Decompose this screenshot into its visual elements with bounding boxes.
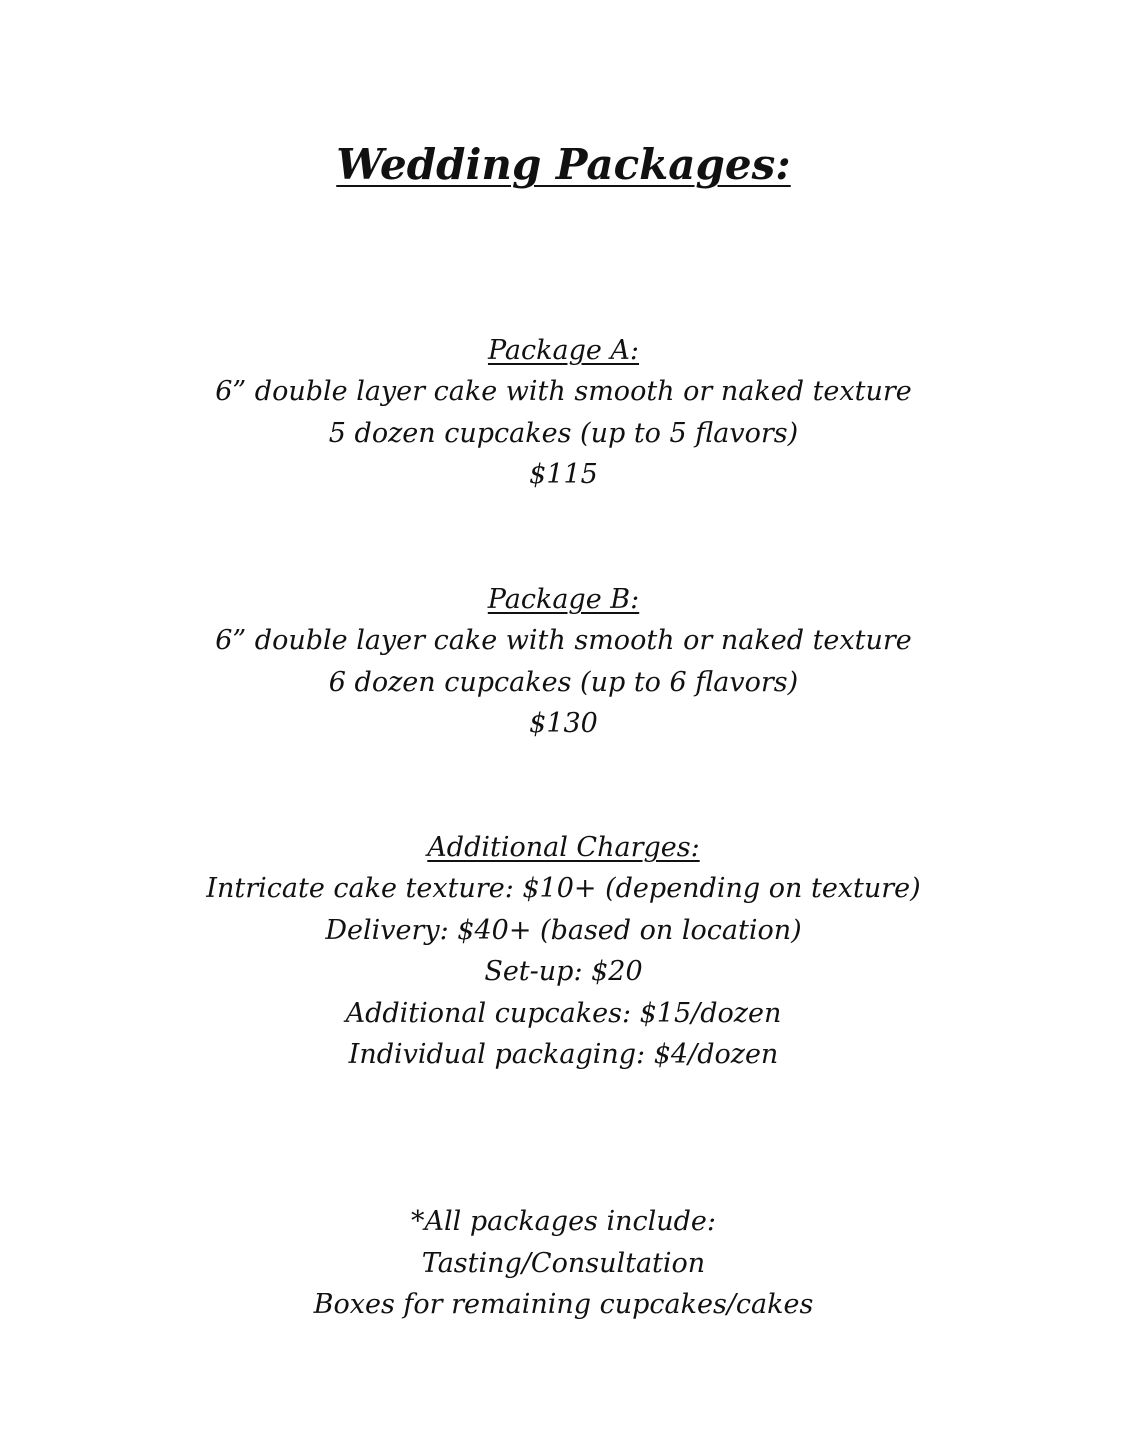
package-a-section <box>0 330 1127 496</box>
package-b-heading-text: Package B: <box>487 584 640 615</box>
package-b-price: $130 <box>529 708 598 739</box>
includes-section <box>0 1201 1127 1326</box>
page-title-text: Wedding Packages: <box>336 140 791 189</box>
includes-boxes: Boxes for remaining cupcakes/cakes <box>313 1289 814 1320</box>
additional-charges-heading-text: Additional Charges: <box>427 832 700 863</box>
package-b-section <box>0 579 1127 745</box>
page-title <box>0 140 1127 190</box>
includes-tasting: Tasting/Consultation <box>421 1247 706 1279</box>
package-a-heading-text: Package A: <box>487 335 640 366</box>
charge-intricate-texture: Intricate cake texture: $10+ (depending on texture) <box>206 873 921 904</box>
package-a-cupcakes-line: 5 dozen cupcakes (up to 5 flavors) <box>328 417 799 449</box>
additional-charges-section <box>0 827 1127 1076</box>
charge-additional-cupcakes: Additional cupcakes: $15/dozen <box>345 997 782 1029</box>
package-a-heading <box>0 330 1127 371</box>
includes-heading: *All packages include: <box>410 1206 717 1237</box>
charge-set-up: Set-up: $20 <box>484 956 643 987</box>
package-a-price: $115 <box>529 459 598 490</box>
package-b-cupcakes-line: 6 dozen cupcakes (up to 6 flavors) <box>328 666 799 698</box>
package-a-cake-line: 6” double layer cake with smooth or naked texture <box>215 376 912 407</box>
charge-individual-packaging: Individual packaging: $4/dozen <box>348 1039 779 1070</box>
additional-charges-heading <box>0 827 1127 868</box>
package-b-heading <box>0 579 1127 620</box>
package-b-cake-line: 6” double layer cake with smooth or naked texture <box>215 625 912 656</box>
charge-delivery: Delivery: $40+ (based on location) <box>325 914 802 946</box>
